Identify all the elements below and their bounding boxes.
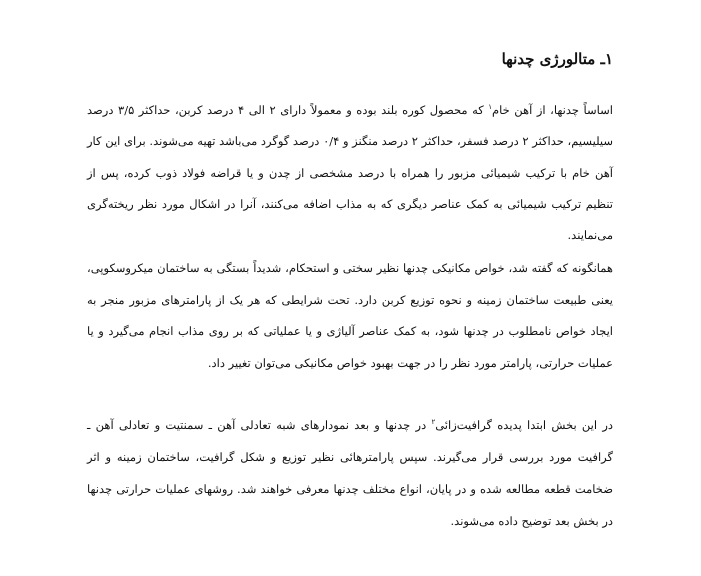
paragraph-intro [87,95,613,251]
paragraph-intro-text-start: اساساً چدنها، از آهن خام [492,103,613,117]
paragraph-overview-text-rest: در چدنها و بعد نمودارهای شبه تعادلی آهن ـ سمنتیت و تعادلی آهن ـ گرافیت مورد بررسی قرار می‌گیرند. سپس پارامترهائی نظیر توزیع و شکل گرافیت، ساختمان زمینه و اثر ضخامت قطعه مطالعه شده و در پایان، انواع مختلف چدنها معرفی خواهند شد. روشهای عملیات حرارتی چدنها در بخش بعد توضیح داده می‌شوند. [87,418,613,528]
paragraph-intro-text-rest: که محصول کوره بلند بوده و معمولاً دارای ۲ الی ۴ درصد کربن، حداکثر ۳/۵ درصد سیلیسیم، حداکثر ۲ درصد فسفر، حداکثر ۲ درصد منگنز و ۰/۴ درصد گوگرد می‌باشد تهیه می‌شوند. برای این کار آهن خام با ترکیب شیمیائی مزبور را همراه با درصد مشخصی از چدن و یا قراضه فولاد ذوب کرده، پس از تنظیم ترکیب شیمیائی به کمک عناصر دیگری که به مذاب اضافه می‌کنند، آنرا در اشکال مورد نظر ریخته‌گری می‌نمایند. [87,103,614,243]
paragraph-overview-text-start: در این بخش ابتدا پدیده گرافیت‌زائی [435,418,614,432]
paragraph-section-overview [87,409,613,537]
footnote-marker-1: ۱ [488,103,493,112]
paragraph-mechanical-properties: همانگونه که گفته شد، خواص مکانیکی چدنها نظیر سختی و استحکام، شدیداً بستگی به ساختمان میکروسکوپی، یعنی طبیعت ساختمان زمینه و نحوه توزیع کربن دارد. تحت شرایطی که هر یک از پارامترهای مزبور منجر به ایجاد خواص نامطلوب در چدنها شود، به کمک عناصر آلیاژی و یا عملیاتی که بر روی مذاب انجام می‌گیرد و یا عملیات حرارتی، پارامتر مورد نظر را در جهت بهبود خواص مکانیکی می‌توان تغییر داد. [87,261,613,370]
footnote-marker-2: ۲ [431,418,436,427]
section-heading: ۱ـ متالورژی چدنها [501,50,613,68]
